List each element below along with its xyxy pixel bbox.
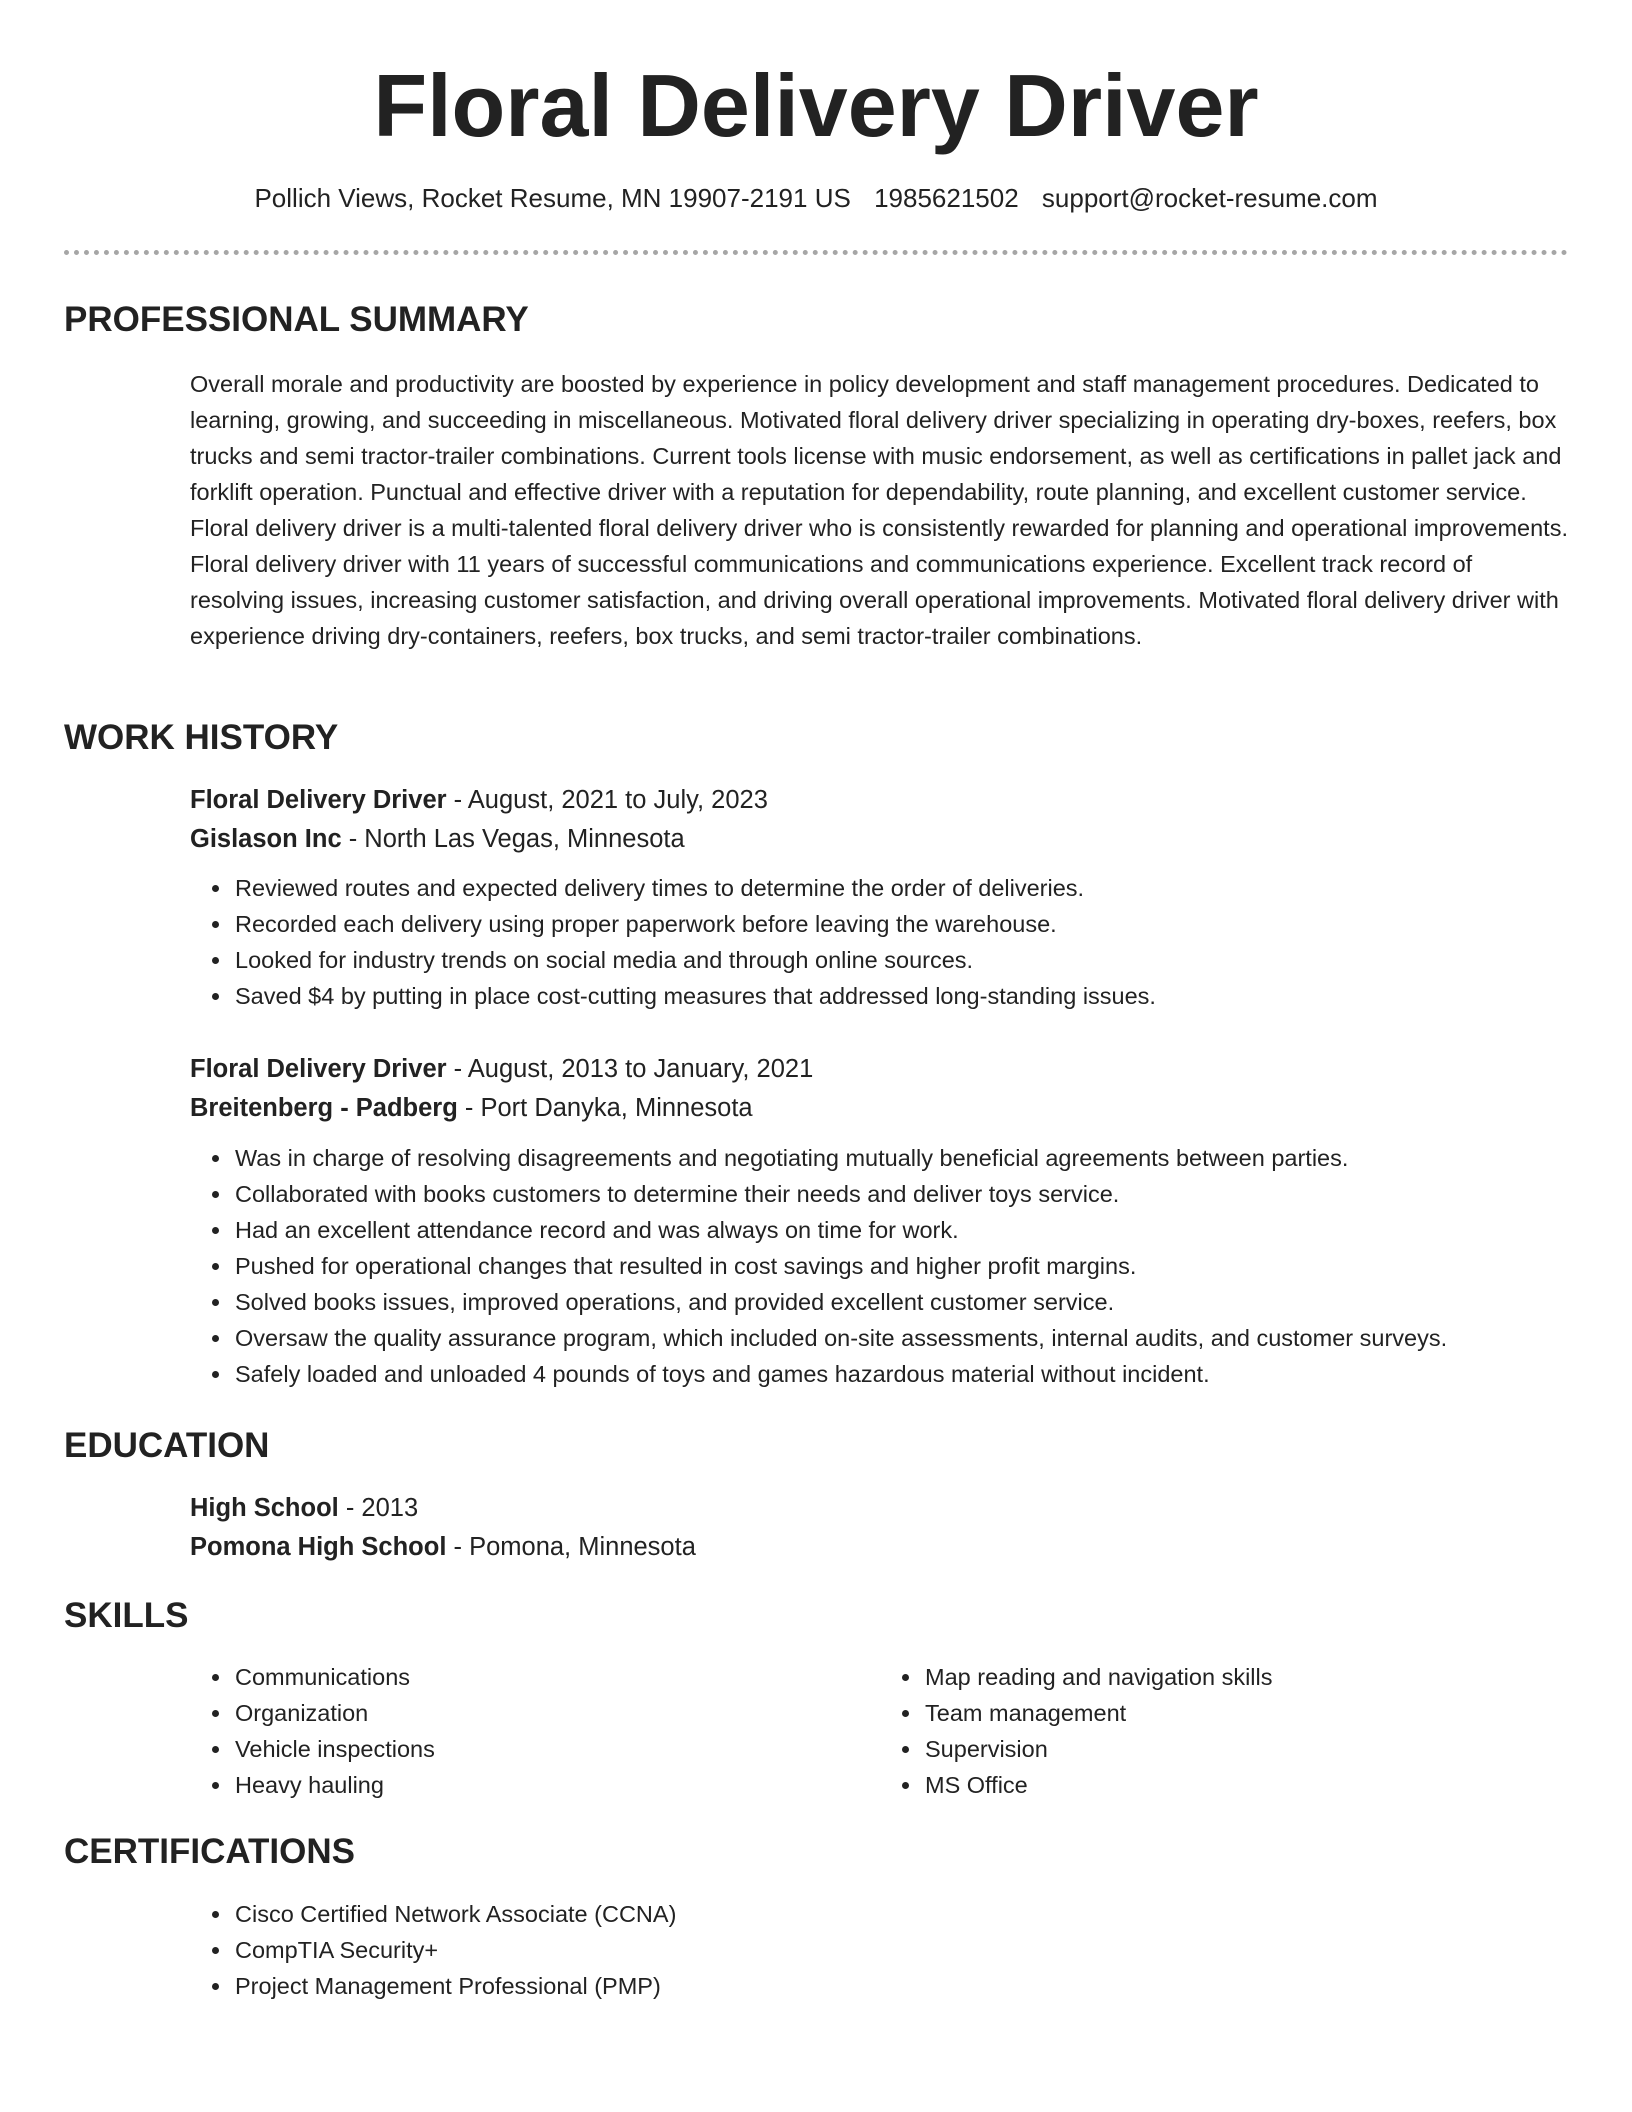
contact-phone: 1985621502 xyxy=(874,183,1019,213)
job-bullets xyxy=(190,1140,1570,1392)
skill-item: • Team management xyxy=(923,1695,1570,1731)
list-item: • Pushed for operational changes that resulted in cost savings and higher profit margins. xyxy=(233,1248,1570,1284)
skills-list xyxy=(190,1659,1570,1803)
list-item: • Was in charge of resolving disagreements and negotiating mutually beneficial agreements between parties. xyxy=(233,1140,1570,1176)
contact-address: Pollich Views, Rocket Resume, MN 19907-2191 US xyxy=(254,183,851,213)
contact-email: support@rocket-resume.com xyxy=(1041,183,1378,213)
list-item: • Oversaw the quality assurance program, which included on-site assessments, internal audits, and customer surveys. xyxy=(233,1320,1570,1356)
job-company-line xyxy=(190,820,1570,859)
certification-item: • Project Management Professional (PMP) xyxy=(233,1968,1570,2004)
skill-item: • Map reading and navigation skills xyxy=(923,1659,1570,1695)
job-role: Floral Delivery Driver xyxy=(190,786,447,814)
list-item: • Solved books issues, improved operations, and provided excellent customer service. xyxy=(233,1284,1570,1320)
school-location: - Pomona, Minnesota xyxy=(446,1533,696,1561)
degree-line xyxy=(190,1489,1570,1528)
list-item: • Had an excellent attendance record and was always on time for work. xyxy=(233,1212,1570,1248)
degree: High School xyxy=(190,1494,339,1522)
certifications-list xyxy=(190,1896,1570,2004)
summary-text: Overall morale and productivity are boosted by experience in policy development and staff management procedures. Dedicated to learning, growing, and succeeding in miscellaneous. Motivated floral delivery driver specializing in operating dry-boxes, reefers, box trucks and semi tractor-trailer combinations. Current tools license with music endorsement, as well as certifications in pallet jack and forklift operation. Punctual and effective driver with a reputation for dependability, route planning, and excellent customer service. Floral delivery driver is a multi-talented floral delivery driver who is consistently rewarded for planning and operational improvements. Floral delivery driver with 11 years of successful communications and communications experience. Excellent track record of resolving issues, increasing customer satisfaction, and driving overall operational improvements. Motivated floral delivery driver with experience driving dry-containers, reefers, box trucks, and semi tractor-trailer combinations. xyxy=(190,371,1568,649)
list-item: • Reviewed routes and expected delivery times to determine the order of deliveries. xyxy=(233,870,1570,906)
list-item: • Safely loaded and unloaded 4 pounds of toys and games hazardous material without incident. xyxy=(233,1356,1570,1392)
education-heading: EDUCATION xyxy=(64,1426,270,1465)
certification-item: • Cisco Certified Network Associate (CCNA) xyxy=(233,1896,1570,1932)
skill-item: • Communications xyxy=(233,1659,880,1695)
job-title-line xyxy=(190,1050,1570,1089)
certifications-heading: CERTIFICATIONS xyxy=(64,1832,356,1871)
contact-line xyxy=(0,180,1632,216)
job-dates: - August, 2021 to July, 2023 xyxy=(446,786,768,814)
skills-column-right xyxy=(880,1659,1570,1803)
job-title-line xyxy=(190,781,1570,820)
skill-item: • Vehicle inspections xyxy=(233,1731,880,1767)
list-item: • Recorded each delivery using proper paperwork before leaving the warehouse. xyxy=(233,906,1570,942)
job-entry xyxy=(190,781,1570,859)
job-location: - North Las Vegas, Minnesota xyxy=(341,825,685,853)
skill-item: • Heavy hauling xyxy=(233,1767,880,1803)
school-line xyxy=(190,1528,1570,1567)
education-entry xyxy=(190,1489,1570,1567)
job-dates: - August, 2013 to January, 2021 xyxy=(446,1055,814,1083)
job-company: Breitenberg - Padberg xyxy=(190,1094,458,1122)
summary-heading: PROFESSIONAL SUMMARY xyxy=(64,300,529,339)
job-bullets xyxy=(190,870,1570,1014)
skill-item: • MS Office xyxy=(923,1767,1570,1803)
list-item: • Looked for industry trends on social media and through online sources. xyxy=(233,942,1570,978)
certification-item: • CompTIA Security+ xyxy=(233,1932,1570,1968)
job-company-line xyxy=(190,1089,1570,1128)
school-name: Pomona High School xyxy=(190,1533,447,1561)
skill-item: • Supervision xyxy=(923,1731,1570,1767)
job-company: Gislason Inc xyxy=(190,825,342,853)
work-history-heading: WORK HISTORY xyxy=(64,718,339,757)
job-location: - Port Danyka, Minnesota xyxy=(457,1094,753,1122)
candidate-name: Floral Delivery Driver xyxy=(373,56,1259,155)
degree-year: - 2013 xyxy=(338,1494,419,1522)
skills-heading: SKILLS xyxy=(64,1596,189,1635)
job-entry xyxy=(190,1050,1570,1128)
list-item: • Saved $4 by putting in place cost-cutting measures that addressed long-standing issues. xyxy=(233,978,1570,1014)
skill-item: • Organization xyxy=(233,1695,880,1731)
skills-column-left xyxy=(190,1659,880,1803)
list-item: • Collaborated with books customers to determine their needs and deliver toys service. xyxy=(233,1176,1570,1212)
job-role: Floral Delivery Driver xyxy=(190,1055,447,1083)
header-divider xyxy=(64,250,1568,255)
